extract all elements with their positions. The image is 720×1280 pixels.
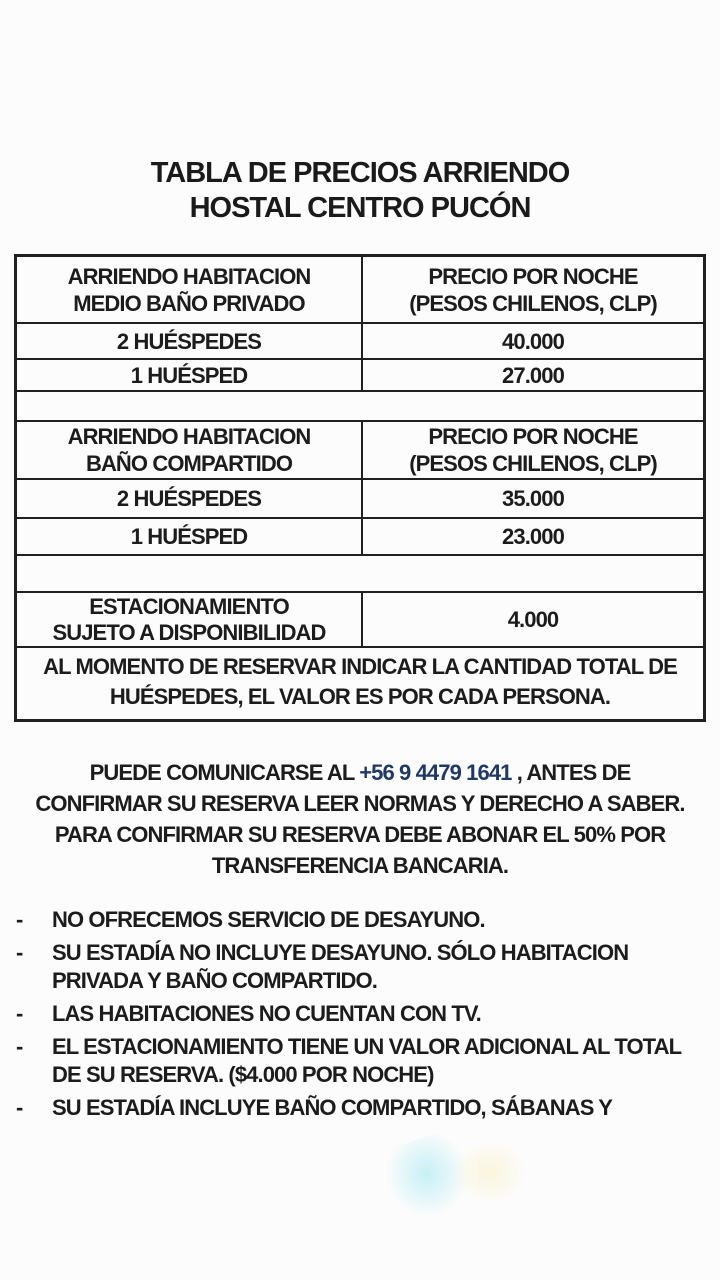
- rules-list: [14, 906, 712, 1127]
- list-item-text: SU ESTADÍA NO INCLUYE DESAYUNO. SÓLO HABITACION PRIVADA Y BAÑO COMPARTIDO.: [52, 940, 629, 993]
- dash-bullet: -: [16, 907, 24, 932]
- guests-cell: [17, 519, 363, 554]
- dash-bullet: -: [16, 1095, 24, 1120]
- header-cell-price-per-night: [363, 422, 703, 478]
- list-item-text: LAS HABITACIONES NO CUENTAN CON TV.: [52, 1001, 481, 1026]
- list-item: [14, 1033, 712, 1089]
- price-value: 27.000: [502, 362, 564, 388]
- parking-label-cell: [17, 593, 363, 646]
- table-header-row-shared-bath: [17, 420, 703, 478]
- price-value: 4.000: [507, 607, 559, 632]
- guests-cell: [17, 324, 363, 358]
- guests-label: 2 HUÉSPEDES: [116, 328, 262, 354]
- table-note-line: HUÉSPEDES, EL VALOR ES POR CADA PERSONA.: [109, 684, 611, 709]
- table-header-row-private-bath: [17, 257, 703, 322]
- table-note-cell: [17, 648, 703, 716]
- table-note-row: [17, 646, 703, 716]
- parking-price-cell: [363, 593, 703, 646]
- page-title-line2: HOSTAL CENTRO PUCÓN: [189, 192, 531, 224]
- table-spacer-row: [17, 554, 703, 591]
- price-value: 40.000: [502, 328, 564, 354]
- header-cell-price-per-night: [363, 257, 703, 322]
- contact-paragraph: [18, 757, 702, 881]
- price-table: [14, 254, 706, 722]
- price-cell: [363, 324, 703, 358]
- table-row-1-guest: [17, 358, 703, 390]
- table-spacer-row: [17, 390, 703, 420]
- price-value: 35.000: [502, 486, 564, 511]
- header-text: ARRIENDO HABITACION: [67, 263, 311, 289]
- header-text: PRECIO POR NOCHE: [428, 263, 638, 289]
- dash-bullet: -: [16, 1034, 24, 1059]
- table-row-2-guests: [17, 478, 703, 517]
- header-text: (PESOS CHILENOS, CLP): [409, 451, 657, 476]
- list-item: [14, 1094, 712, 1122]
- spacer-cell: [17, 556, 703, 591]
- header-cell-room-private-bath: [17, 257, 363, 322]
- guests-label: 1 HUÉSPED: [130, 362, 248, 388]
- list-item-text: SU ESTADÍA INCLUYE BAÑO COMPARTIDO, SÁBANAS Y: [52, 1095, 613, 1120]
- page-title: [0, 156, 720, 226]
- guests-label: 2 HUÉSPEDES: [116, 486, 262, 511]
- list-item: [14, 939, 712, 995]
- spacer-cell: [17, 392, 703, 420]
- guests-label: 1 HUÉSPED: [130, 524, 248, 549]
- contact-text: CONFIRMAR SU RESERVA LEER NORMAS Y DERECHO A SABER.: [35, 791, 685, 816]
- table-row-1-guest: [17, 517, 703, 554]
- contact-text: TRANSFERENCIA BANCARIA.: [211, 853, 509, 878]
- scan-smudge: [455, 1142, 525, 1202]
- scan-smudge: [378, 1128, 478, 1227]
- list-item: [14, 906, 712, 934]
- page-title-line1: TABLA DE PRECIOS ARRIENDO: [150, 157, 570, 189]
- table-row-2-guests: [17, 322, 703, 358]
- header-text: MEDIO BAÑO PRIVADO: [73, 290, 305, 316]
- contact-text: PUEDE COMUNICARSE AL: [89, 760, 360, 785]
- list-item: [14, 1000, 712, 1028]
- guests-cell: [17, 360, 363, 390]
- parking-label-line: ESTACIONAMIENTO: [89, 593, 289, 619]
- header-text: ARRIENDO HABITACION: [67, 424, 311, 449]
- header-cell-room-shared-bath: [17, 422, 363, 478]
- contact-text: PARA CONFIRMAR SU RESERVA DEBE ABONAR EL 50% POR: [54, 822, 666, 847]
- table-note-line: AL MOMENTO DE RESERVAR INDICAR LA CANTIDAD TOTAL DE: [43, 654, 677, 679]
- header-text: PRECIO POR NOCHE: [428, 424, 638, 449]
- price-cell: [363, 519, 703, 554]
- table-row-parking: [17, 591, 703, 646]
- price-value: 23.000: [502, 524, 564, 549]
- phone-number: +56 9 4479 1641: [359, 760, 512, 785]
- dash-bullet: -: [16, 1001, 24, 1026]
- guests-cell: [17, 480, 363, 517]
- price-cell: [363, 360, 703, 390]
- price-cell: [363, 480, 703, 517]
- header-text: BAÑO COMPARTIDO: [85, 451, 293, 476]
- parking-label-line: SUJETO A DISPONIBILIDAD: [52, 619, 326, 645]
- list-item-text: EL ESTACIONAMIENTO TIENE UN VALOR ADICIONAL AL TOTAL DE SU RESERVA. ($4.000 POR NOCHE): [52, 1034, 682, 1087]
- header-text: (PESOS CHILENOS, CLP): [409, 290, 657, 316]
- contact-text: , ANTES DE: [511, 760, 631, 785]
- list-item-text: NO OFRECEMOS SERVICIO DE DESAYUNO.: [52, 907, 485, 932]
- dash-bullet: -: [16, 940, 24, 965]
